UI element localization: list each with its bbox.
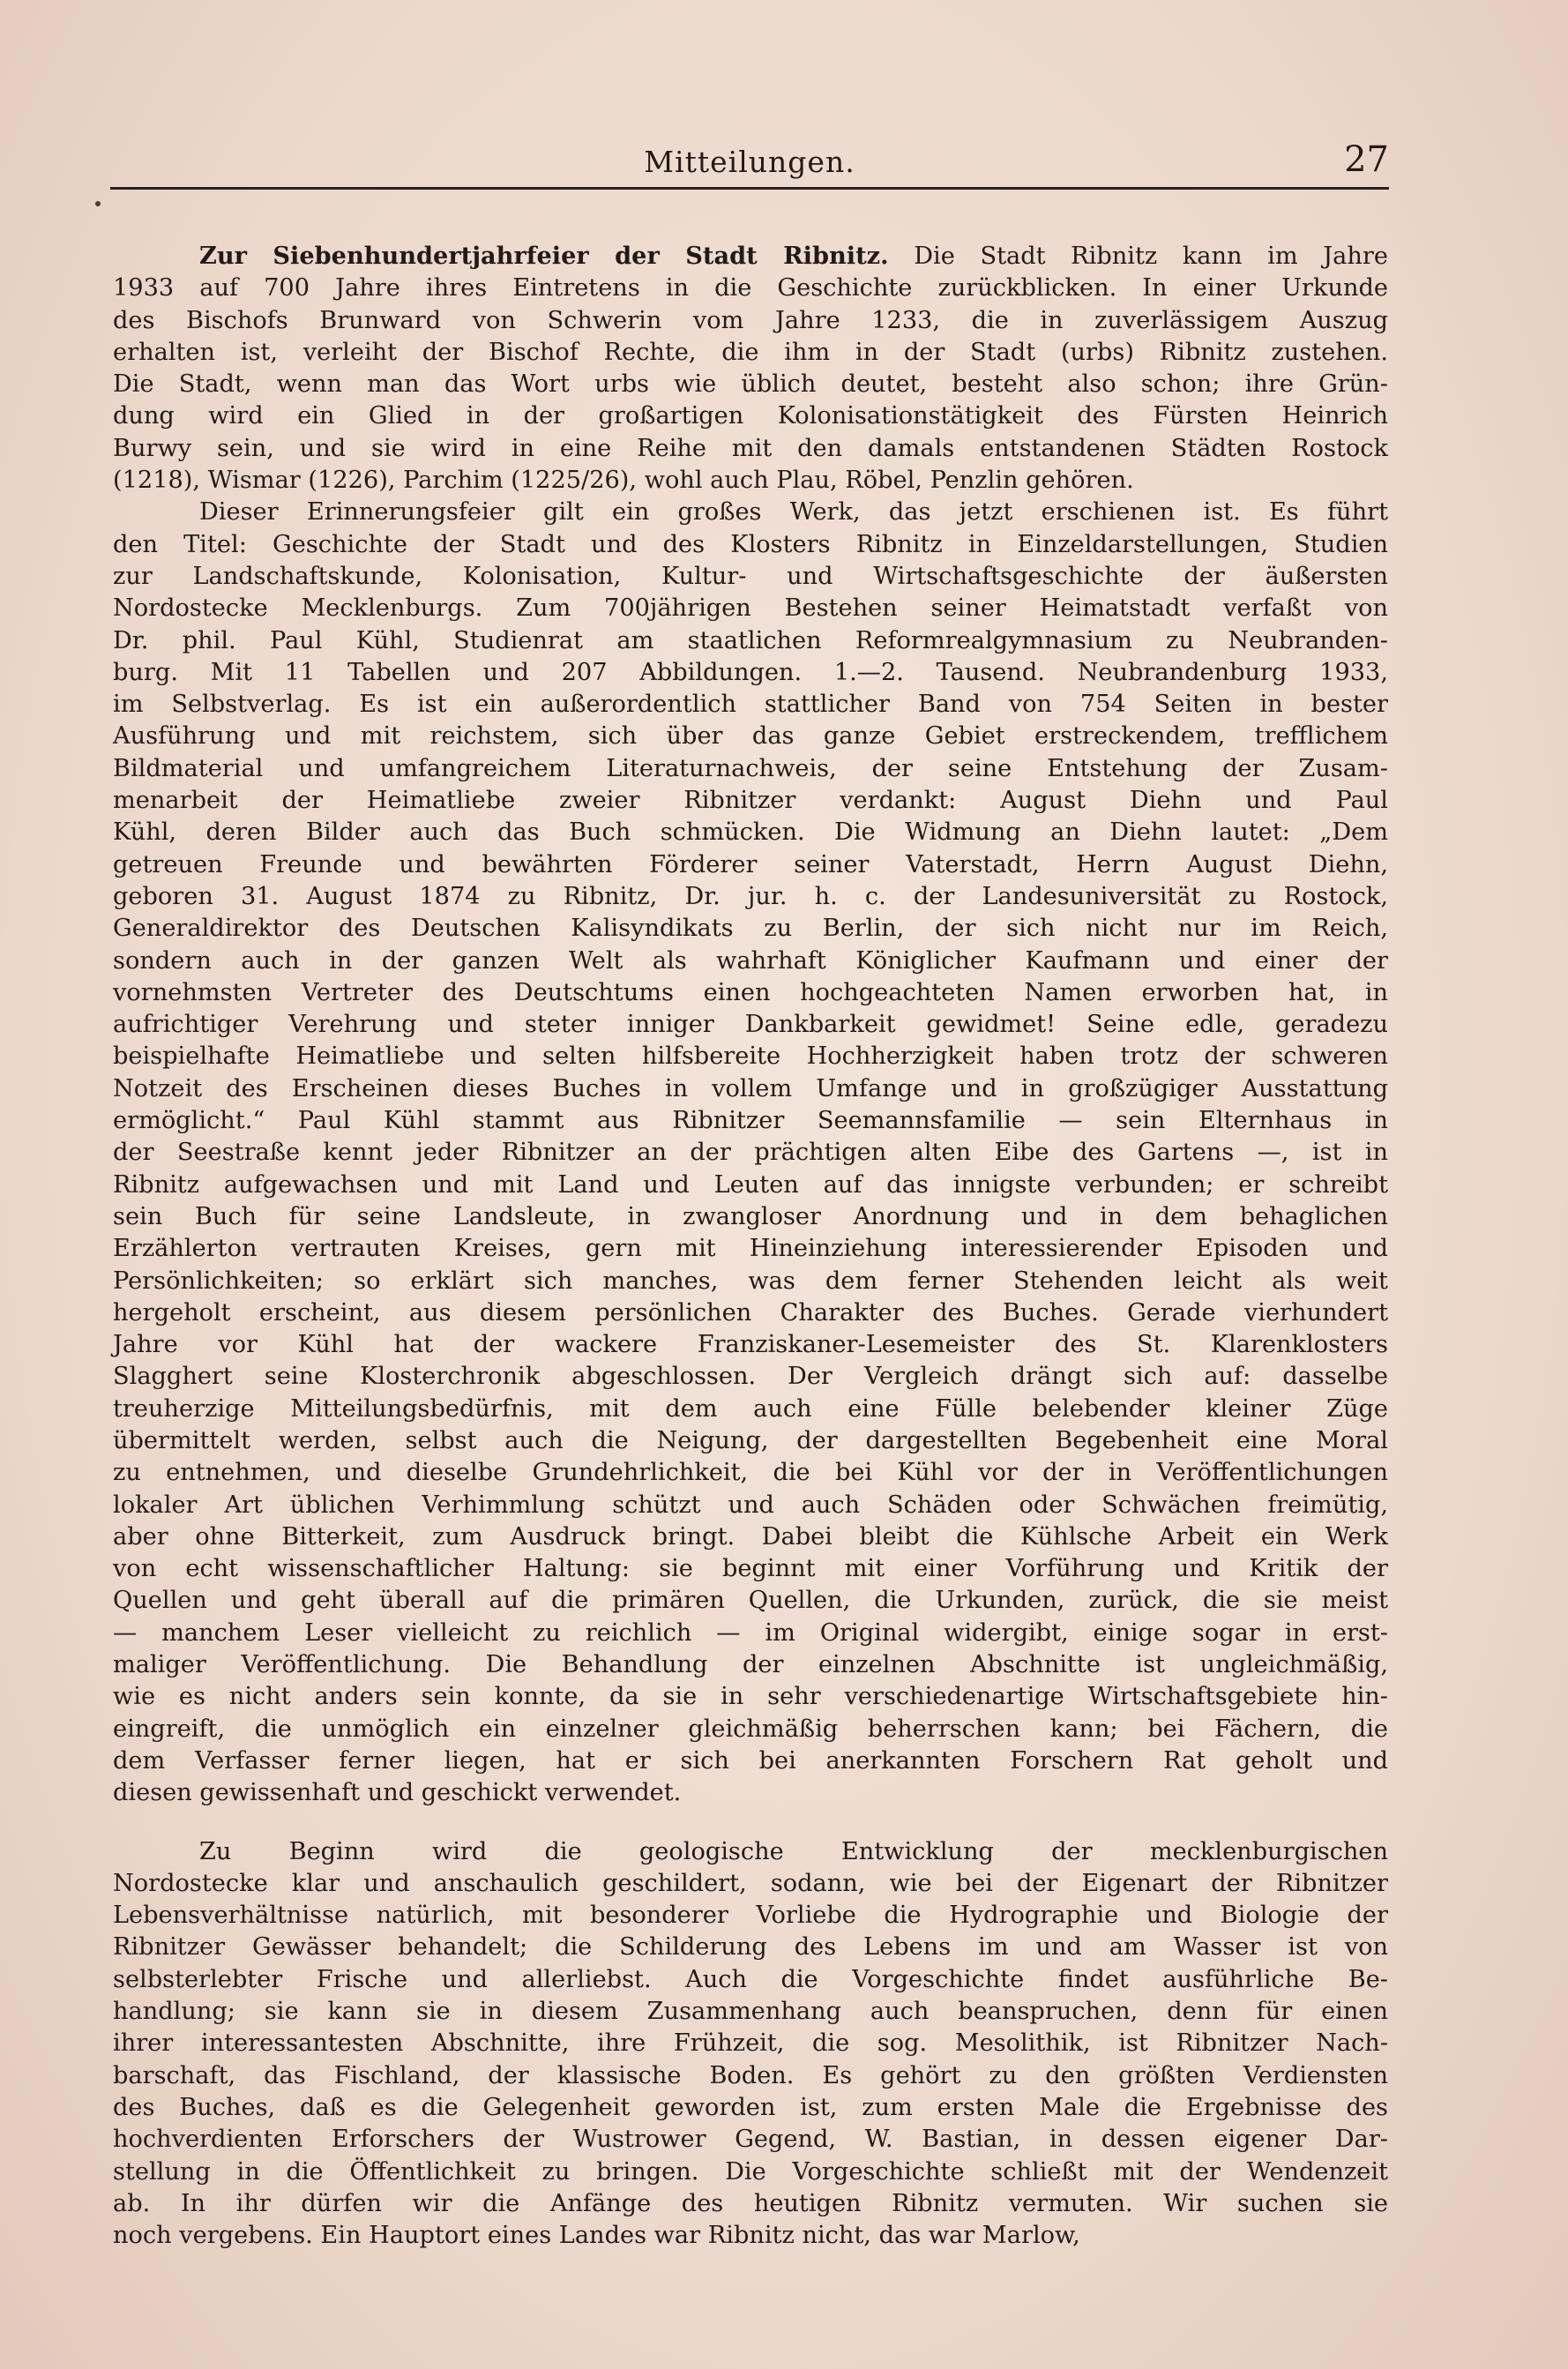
text-line (113, 1585, 1388, 1617)
text-line (113, 753, 1388, 785)
line-text: übermittelt werden, selbst auch die Neigung, der dargestellten Begebenheit eine Moral (113, 1426, 1388, 1454)
text-line (113, 369, 1388, 400)
text-line (113, 1009, 1388, 1041)
line-text: von echt wissenschaftlicher Haltung: sie beginnt mit einer Vorführung und Kritik der (113, 1555, 1388, 1583)
text-line (113, 1425, 1388, 1457)
article-body (113, 240, 1388, 2252)
line-text: hergeholt erscheint, aus diesem persönlichen Charakter des Buches. Gerade vierhundert (113, 1298, 1388, 1326)
line-text: Dr. phil. Paul Kühl, Studienrat am staatlichen Reformrealgymnasium zu Neubranden- (113, 626, 1388, 654)
text-line (113, 2188, 1388, 2220)
line-text: Kühl, deren Bilder auch das Buch schmücken. Die Widmung an Diehn lautet: „Dem (113, 818, 1388, 847)
text-line (113, 881, 1388, 913)
line-text: handlung; sie kann sie in diesem Zusammenhang auch beanspruchen, denn für einen (113, 1998, 1388, 2026)
text-line (113, 913, 1388, 945)
line-text: Ribnitz aufgewachsen und mit Land und Leuten auf das innigste verbunden; er schreibt (113, 1170, 1388, 1199)
text-line (113, 433, 1388, 465)
line-text: ermöglicht.“ Paul Kühl stammt aus Ribnitzer Seemannsfamilie — sein Elternhaus in (113, 1107, 1388, 1135)
text-line (113, 1073, 1388, 1105)
line-text: sondern auch in der ganzen Welt als wahrhaft Königlicher Kaufmann und einer der (113, 946, 1388, 975)
text-line (113, 945, 1388, 977)
line-text: (1218), Wismar (1226), Parchim (1225/26), wohl auch Plau, Röbel, Penzlin gehören. (113, 467, 1134, 495)
line-text: diesen gewissenhaft und geschickt verwendet. (113, 1779, 682, 1807)
line-text: ihrer interessantesten Abschnitte, ihre Frühzeit, die sog. Mesolithik, ist Ribnitzer Nach- (113, 2029, 1388, 2058)
text-line (113, 2060, 1388, 2092)
text-line (113, 1681, 1388, 1713)
line-text: Bildmaterial und umfangreichem Literaturnachweis, der seine Entstehung der Zusam- (113, 754, 1388, 782)
line-text: Die Stadt, wenn man das Wort urbs wie üblich deutet, besteht also schon; ihre Grün- (113, 370, 1388, 399)
line-text: treuherzige Mitteilungsbedürfnis, mit dem auch eine Fülle belebender kleiner Züge (113, 1394, 1388, 1423)
line-text: 1933 auf 700 Jahre ihres Eintretens in die Geschichte zurückblicken. In einer Urkunde (113, 274, 1388, 303)
line-text: stellung in die Öffentlichkeit zu bringen. Die Vorgeschichte schließt mit der Wendenzeit (113, 2157, 1388, 2186)
line-text: dem Verfasser ferner liegen, hat er sich bei anerkannten Forschern Rat geholt und (113, 1746, 1388, 1775)
text-line (113, 593, 1388, 624)
header-rule (110, 187, 1389, 190)
line-text: barschaft, das Fischland, der klassische Boden. Es gehört zu den größten Verdiensten (113, 2061, 1388, 2089)
paragraph-3 (113, 1836, 1388, 2253)
line-text: Burwy sein, und sie wird in eine Reihe mit den damals entstandenen Städten Rostock (113, 434, 1388, 462)
line-text: Notzeit des Erscheinen dieses Buches in vollem Umfange und in großzügiger Ausstattung (113, 1074, 1388, 1102)
text-line (113, 273, 1388, 304)
text-line (113, 1618, 1388, 1649)
text-line (113, 1714, 1388, 1745)
text-line (113, 1996, 1388, 2028)
text-line (113, 240, 1388, 273)
running-header (110, 132, 1389, 187)
line-text: lokaler Art üblichen Verhimmlung schützt und auch Schäden oder Schwächen freimütig, (113, 1491, 1388, 1519)
paragraph-1 (113, 240, 1388, 497)
text-line (113, 497, 1388, 528)
text-line (113, 1900, 1388, 1932)
text-line (113, 305, 1388, 337)
text-line (113, 337, 1388, 369)
line-text: — manchem Leser vielleicht zu reichlich — im Original widergibt, einige sogar in erst- (113, 1618, 1388, 1647)
line-text: dung wird ein Glied in der großartigen Kolonisationstätigkeit des Fürsten Heinrich (113, 402, 1388, 430)
text-line (113, 721, 1388, 752)
text-line (113, 2092, 1388, 2124)
line-text: Generaldirektor des Deutschen Kalisyndikats zu Berlin, der sich nicht nur im Reich, (113, 915, 1388, 943)
line-text: aber ohne Bitterkeit, zum Ausdruck bringt. Dabei bleibt die Kühlsche Arbeit ein Werk (113, 1522, 1388, 1551)
line-text: Quellen und geht überall auf die primären Quellen, die Urkunden, zurück, die sie meist (113, 1587, 1388, 1615)
text-line (113, 2220, 1388, 2252)
text-line (113, 2156, 1388, 2188)
line-text: zu entnehmen, und dieselbe Grundehrlichkeit, die bei Kühl vor der in Veröffentlichungen (113, 1459, 1388, 1487)
text-line (113, 1836, 1388, 1868)
text-line (113, 1266, 1388, 1297)
line-text: zur Landschaftskunde, Kolonisation, Kultur- und Wirtschaftsgeschichte der äußersten (113, 562, 1388, 590)
text-line (113, 1394, 1388, 1425)
line-text: selbsterlebter Frische und allerliebst. Auch die Vorgeschichte findet ausführliche Be- (113, 1965, 1388, 1993)
line-text: Slagghert seine Klosterchronik abgeschlossen. Der Vergleich drängt sich auf: dasselbe (113, 1363, 1388, 1391)
line-text: Zu Beginn wird die geologische Entwicklung der mecklenburgischen (199, 1837, 1388, 1865)
line-text: getreuen Freunde und bewährten Förderer seiner Vaterstadt, Herrn August Diehn, (113, 850, 1388, 878)
text-line (113, 1490, 1388, 1521)
text-line (113, 657, 1388, 689)
line-text: beispielhafte Heimatliebe und selten hilfsbereite Hochherzigkeit haben trotz der schweren (113, 1043, 1388, 1071)
text-line (113, 1170, 1388, 1201)
line-text: Erzählerton vertrauten Kreises, gern mit Hineinziehung interessierender Episoden und (113, 1235, 1388, 1263)
line-text: Dieser Erinnerungsfeier gilt ein großes Werk, das jetzt erschienen ist. Es führt (199, 498, 1388, 527)
line-text: im Selbstverlag. Es ist ein außerordentlich stattlicher Band von 754 Seiten in bester (113, 691, 1388, 719)
text-line (113, 1649, 1388, 1681)
line-text: menarbeit der Heimatliebe zweier Ribnitzer verdankt: August Diehn und Paul (113, 787, 1388, 815)
line-text: Persönlichkeiten; so erklärt sich manches, was dem ferner Stehenden leicht als weit (113, 1267, 1388, 1295)
line-text: sein Buch für seine Landsleute, in zwangloser Anordnung und in dem behaglichen (113, 1202, 1388, 1230)
text-line (113, 1233, 1388, 1265)
text-line (113, 1297, 1388, 1329)
line-text: noch vergebens. Ein Hauptort eines Landes war Ribnitz nicht, das war Marlow, (113, 2222, 1080, 2250)
text-line (113, 977, 1388, 1009)
margin-mark (95, 201, 101, 206)
line-text: hochverdienten Erforschers der Wustrower Gegend, W. Bastian, in dessen eigener Dar- (113, 2126, 1388, 2154)
line-text: wie es nicht anders sein konnte, da sie in sehr verschiedenartige Wirtschaftsgebiete hin- (113, 1683, 1388, 1711)
text-line (113, 529, 1388, 561)
line-text: Ausführung und mit reichstem, sich über das ganze Gebiet erstreckendem, trefflichem (113, 722, 1388, 751)
text-line (113, 1745, 1388, 1777)
text-line (113, 625, 1388, 657)
line-text: den Titel: Geschichte der Stadt und des Klosters Ribnitz in Einzeldarstellungen, Studien (113, 530, 1388, 558)
text-line (113, 1201, 1388, 1233)
text-line (113, 1868, 1388, 1900)
line-text: des Bischofs Brunward von Schwerin vom Jahre 1233, die in zuverlässigem Auszug (113, 306, 1388, 334)
text-line (113, 849, 1388, 881)
text-line (113, 1553, 1388, 1585)
text-line (113, 1777, 1388, 1809)
text-line (113, 1361, 1388, 1393)
text-line (113, 1521, 1388, 1553)
line-text: maliger Veröffentlichung. Die Behandlung der einzelnen Abschnitte ist ungleichmäßig, (113, 1651, 1388, 1679)
line-text: vornehmsten Vertreter des Deutschtums einen hochgeachteten Namen erworben hat, in (113, 978, 1388, 1006)
text-line (113, 785, 1388, 817)
text-line (113, 1329, 1388, 1361)
text-line (113, 2028, 1388, 2059)
line-text: Die Stadt Ribnitz kann im Jahre (914, 243, 1388, 270)
paragraph-2 (113, 497, 1388, 1809)
line-text: erhalten ist, verleiht der Bischof Rechte, die ihm in der Stadt (urbs) Ribnitz zustehen. (113, 338, 1388, 366)
text-line (113, 817, 1388, 848)
text-line (113, 1105, 1388, 1137)
page-number: 27 (1344, 139, 1389, 180)
text-line (113, 2124, 1388, 2156)
text-line (113, 1137, 1388, 1169)
line-text: Jahre vor Kühl hat der wackere Franziskaner-Lesemeister des St. Klarenklosters (113, 1331, 1388, 1359)
line-text: des Buches, daß es die Gelegenheit geworden ist, zum ersten Male die Ergebnisse des (113, 2093, 1388, 2121)
text-line (113, 400, 1388, 432)
running-title: Mitteilungen. (644, 145, 855, 179)
text-line (113, 561, 1388, 593)
text-line (113, 465, 1388, 497)
text-line (113, 1964, 1388, 1996)
article-heading: Zur Siebenhundertjahrfeier der Stadt Ribnitz. (199, 242, 889, 270)
line-text: ab. In ihr dürfen wir die Anfänge des heutigen Ribnitz vermuten. Wir suchen sie (113, 2189, 1388, 2217)
line-text: der Seestraße kennt jeder Ribnitzer an der prächtigen alten Eibe des Gartens —, ist in (113, 1139, 1388, 1167)
line-text: geboren 31. August 1874 zu Ribnitz, Dr. jur. h. c. der Landesuniversität zu Rostock, (113, 882, 1388, 910)
line-text: aufrichtiger Verehrung und steter inniger Dankbarkeit gewidmet! Seine edle, geradezu (113, 1011, 1388, 1039)
text-line (113, 689, 1388, 721)
line-text: Nordostecke Mecklenburgs. Zum 700jährigen Bestehen seiner Heimatstadt verfaßt von (113, 594, 1388, 623)
text-line (113, 1457, 1388, 1489)
line-text: Nordostecke klar und anschaulich geschildert, sodann, wie bei der Eigenart der Ribnitzer (113, 1869, 1388, 1897)
line-text: Ribnitzer Gewässer behandelt; die Schilderung des Lebens im und am Wasser ist von (113, 1933, 1388, 1962)
line-text: burg. Mit 11 Tabellen und 207 Abbildungen. 1.—2. Tausend. Neubrandenburg 1933, (113, 658, 1388, 686)
text-line (113, 1041, 1388, 1072)
line-text: Lebensverhältnisse natürlich, mit besonderer Vorliebe die Hydrographie und Biologie der (113, 1902, 1388, 1930)
text-line (113, 1932, 1388, 1963)
line-text: eingreift, die unmöglich ein einzelner gleichmäßig beherrschen kann; bei Fächern, die (113, 1715, 1388, 1743)
